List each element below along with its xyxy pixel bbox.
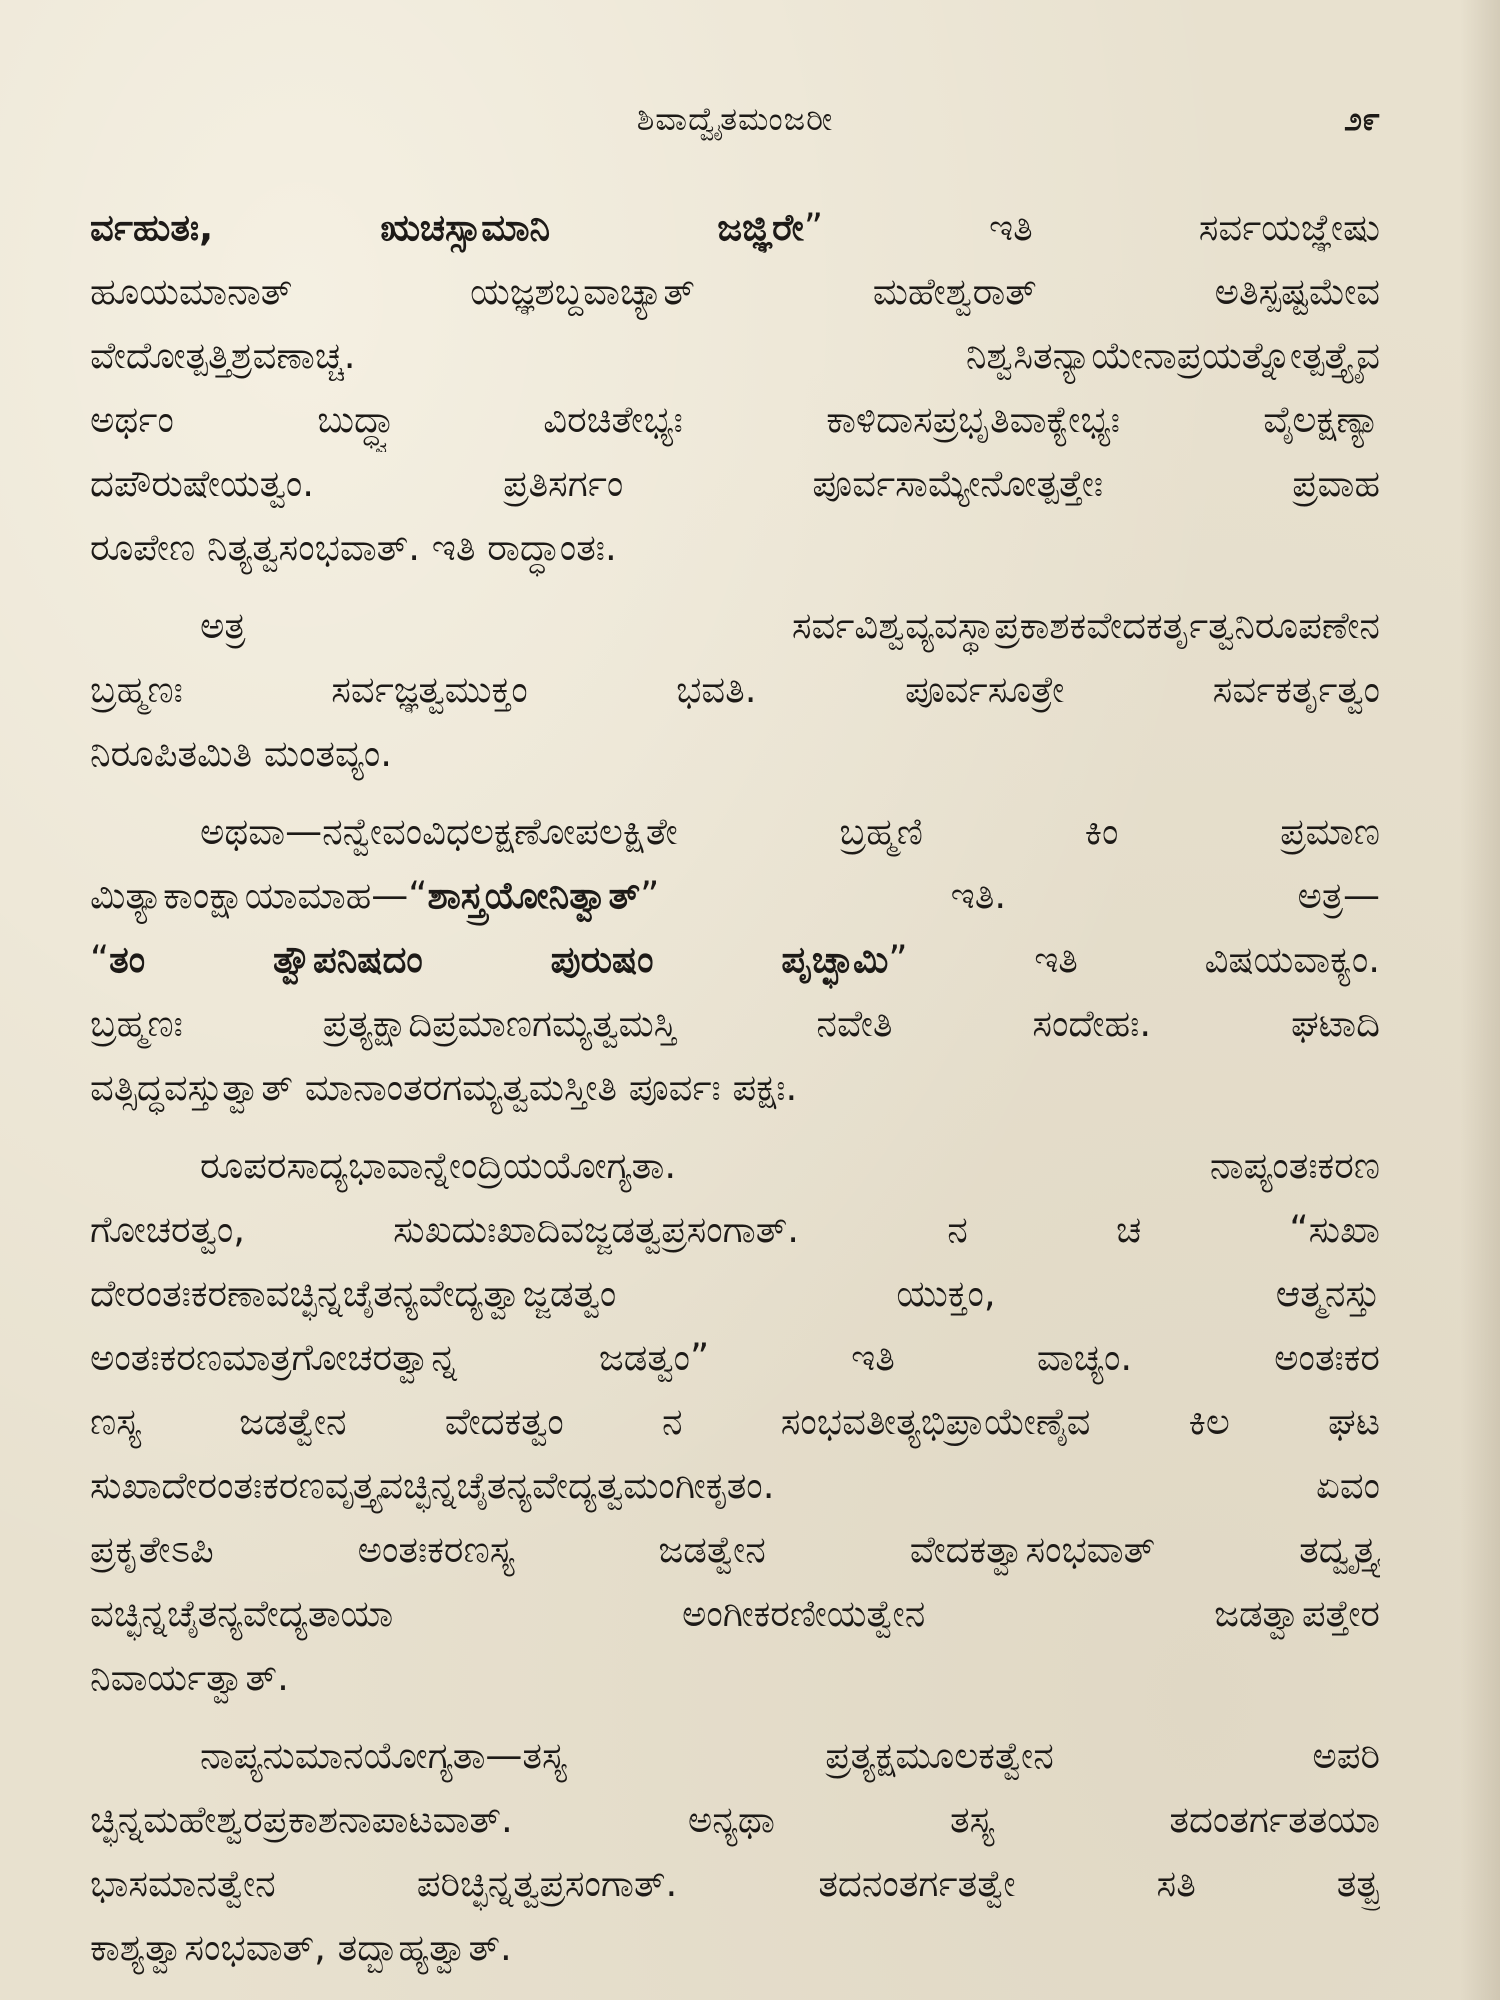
- page-edge-shadow: [1460, 0, 1500, 2000]
- text-line: ರೂಪೇಣ ನಿತ್ಯತ್ವಸಂಭವಾತ್. ಇತಿ ರಾದ್ಧಾಂತಃ.: [90, 526, 617, 569]
- text-line: ನಾಪ್ಯನುಮಾನಯೋಗ್ಯತಾ—ತಸ್ಯ ಪ್ರತ್ಯಕ್ಷಮೂಲಕತ್ವೇನ ಅಪರಿ: [200, 1734, 1380, 1777]
- text-line: ದಪೌರುಷೇಯತ್ವಂ. ಪ್ರತಿಸರ್ಗಂ ಪೂರ್ವಸಾಮ್ಯೇನೋತ್ಪತ್ತೇಃ ಪ್ರವಾಹ: [90, 462, 1380, 505]
- text-line: ವೇದೋತ್ಪತ್ತಿಶ್ರವಣಾಚ್ಚ. ನಿಶ್ವಸಿತನ್ಯಾಯೇನಾಪ್ರಯತ್ನೋತ್ಪತ್ತ್ಯೈವ: [90, 334, 1380, 377]
- paragraph: [90, 1724, 1380, 1980]
- text-line: ದೇರಂತಃಕರಣಾವಚ್ಛಿನ್ನಚೈತನ್ಯವೇದ್ಯತ್ವಾಜ್ಜಡತ್ವಂ ಯುಕ್ತಂ, ಆತ್ಮನಸ್ತು: [90, 1272, 1380, 1315]
- paragraph: [90, 800, 1380, 1120]
- text-line: ನಿವಾರ್ಯತ್ವಾತ್.: [90, 1656, 289, 1699]
- text-segment: “: [90, 938, 110, 981]
- text-line: ಅಥವಾ—ನನ್ವೇವಂವಿಧಲಕ್ಷಣೋಪಲಕ್ಷಿತೇ ಬ್ರಹ್ಮಣಿ ಕಿಂ ಪ್ರಮಾಣ: [200, 810, 1380, 853]
- paragraph: [90, 1134, 1380, 1710]
- page-header: [90, 100, 1380, 156]
- text-segment: ” ಇತಿ ವಿಷಯವಾಕ್ಯಂ.: [888, 938, 1380, 981]
- text-line: ಅಂತಃಕರಣಮಾತ್ರಗೋಚರತ್ವಾನ್ನ ಜಡತ್ವಂ” ಇತಿ ವಾಚ್ಯಂ. ಅಂತಃಕರ: [90, 1336, 1380, 1379]
- text-line: ನಿರೂಪಿತಮಿತಿ ಮಂತವ್ಯಂ.: [90, 732, 393, 775]
- bold-text: ತಂ ತ್ವೌಪನಿಷದಂ ಪುರುಷಂ ಪೃಚ್ಛಾಮಿ: [109, 938, 889, 981]
- text-line: ವಚ್ಛಿನ್ನಚೈತನ್ಯವೇದ್ಯತಾಯಾ ಅಂಗೀಕರಣೀಯತ್ವೇನ ಜಡತ್ವಾಪತ್ತೇರ: [90, 1592, 1380, 1635]
- text-line: ಕಾಶ್ಯತ್ವಾಸಂಭವಾತ್, ತದ್ಬಾಹ್ಯತ್ವಾತ್.: [90, 1926, 512, 1969]
- paragraph: [90, 196, 1380, 580]
- text-line: [90, 196, 1380, 260]
- page-body: [90, 196, 1380, 1994]
- text-line-with-bold: [90, 928, 1380, 992]
- text-segment: ಮಿತ್ಯಾಕಾಂಕ್ಷಾಯಾಮಾಹ—“: [90, 874, 428, 917]
- text-line: ಣಸ್ಯ ಜಡತ್ವೇನ ವೇದಕತ್ವಂ ನ ಸಂಭವತೀತ್ಯಭಿಪ್ರಾಯೇಣೈವ ಕಿಲ ಘಟ: [90, 1400, 1380, 1443]
- text-line: ಸುಖಾದೇರಂತಃಕರಣವೃತ್ತ್ಯವಚ್ಛಿನ್ನಚೈತನ್ಯವೇದ್ಯತ್ವಮಂಗೀಕೃತಂ. ಏವಂ: [90, 1464, 1380, 1507]
- text-line: ಪ್ರಕೃತೇಽಪಿ ಅಂತಃಕರಣಸ್ಯ ಜಡತ್ವೇನ ವೇದಕತ್ವಾಸಂಭವಾತ್ ತದ್ವೃತ್ತ್ಯ: [90, 1528, 1380, 1571]
- text-segment: ” ಇತಿ ಸರ್ವಯಜ್ಞೇಷು: [803, 206, 1380, 249]
- bold-text: ರ್ವಹುತಃ, ಋಚಸ್ಸಾಮಾನಿ ಜಜ್ಞಿರೇ: [90, 206, 804, 249]
- text-line: ಚ್ಛಿನ್ನಮಹೇಶ್ವರಪ್ರಕಾಶನಾಪಾಟವಾತ್. ಅನ್ಯಥಾ ತಸ್ಯ ತದಂತರ್ಗತತಯಾ: [90, 1798, 1380, 1841]
- text-line: ಬ್ರಹ್ಮಣಃ ಪ್ರತ್ಯಕ್ಷಾದಿಪ್ರಮಾಣಗಮ್ಯತ್ವಮಸ್ತಿ ನವೇತಿ ಸಂದೇಹಃ. ಘಟಾದಿ: [90, 1002, 1380, 1045]
- bold-text: ಶಾಸ್ತ್ರಯೋನಿತ್ವಾತ್: [427, 874, 641, 917]
- running-title: ಶಿವಾದ್ವೈತಮಂಜರೀ: [636, 100, 834, 138]
- text-line: ಬ್ರಹ್ಮಣಃ ಸರ್ವಜ್ಞತ್ವಮುಕ್ತಂ ಭವತಿ. ಪೂರ್ವಸೂತ್ರೇ ಸರ್ವಕರ್ತೃತ್ವಂ: [90, 668, 1380, 711]
- text-line: ವತ್ಸಿದ್ಧವಸ್ತುತ್ವಾತ್ ಮಾನಾಂತರಗಮ್ಯತ್ವಮಸ್ತೀತಿ ಪೂರ್ವಃ ಪಕ್ಷಃ.: [90, 1066, 798, 1109]
- text-line: ಗೋಚರತ್ವಂ, ಸುಖದುಃಖಾದಿವಜ್ಜಡತ್ವಪ್ರಸಂಗಾತ್. ನ ಚ “ಸುಖಾ: [90, 1208, 1380, 1251]
- text-line: ಅತ್ರ ಸರ್ವವಿಶ್ವವ್ಯವಸ್ಥಾಪ್ರಕಾಶಕವೇದಕರ್ತೃತ್ವನಿರೂಪಣೇನ: [200, 604, 1380, 647]
- page-number: ೨೯: [1344, 100, 1380, 138]
- text-line: ಭಾಸಮಾನತ್ವೇನ ಪರಿಚ್ಛಿನ್ನತ್ವಪ್ರಸಂಗಾತ್. ತದನಂತರ್ಗತತ್ವೇ ಸತಿ ತತ್ಪ್ರ: [90, 1862, 1380, 1905]
- text-line: ಅರ್ಥಂ ಬುದ್ಧ್ವಾ ವಿರಚಿತೇಭ್ಯಃ ಕಾಳಿದಾಸಪ್ರಭೃತಿವಾಕ್ಯೇಭ್ಯಃ ವೈಲಕ್ಷಣ್ಯಾ: [90, 398, 1380, 441]
- text-line: ಹೂಯಮಾನಾತ್ ಯಜ್ಞಶಬ್ದವಾಚ್ಯಾತ್ ಮಹೇಶ್ವರಾತ್ ಅತಿಸ್ಪಷ್ಟಮೇವ: [90, 270, 1380, 313]
- text-segment: ” ಇತಿ. ಅತ್ರ—: [640, 874, 1380, 917]
- text-line-with-bold: [90, 864, 1380, 928]
- paragraph: [90, 594, 1380, 786]
- text-line: ರೂಪರಸಾದ್ಯಭಾವಾನ್ನೇಂದ್ರಿಯಯೋಗ್ಯತಾ. ನಾಪ್ಯಂತಃಕರಣ: [200, 1144, 1380, 1187]
